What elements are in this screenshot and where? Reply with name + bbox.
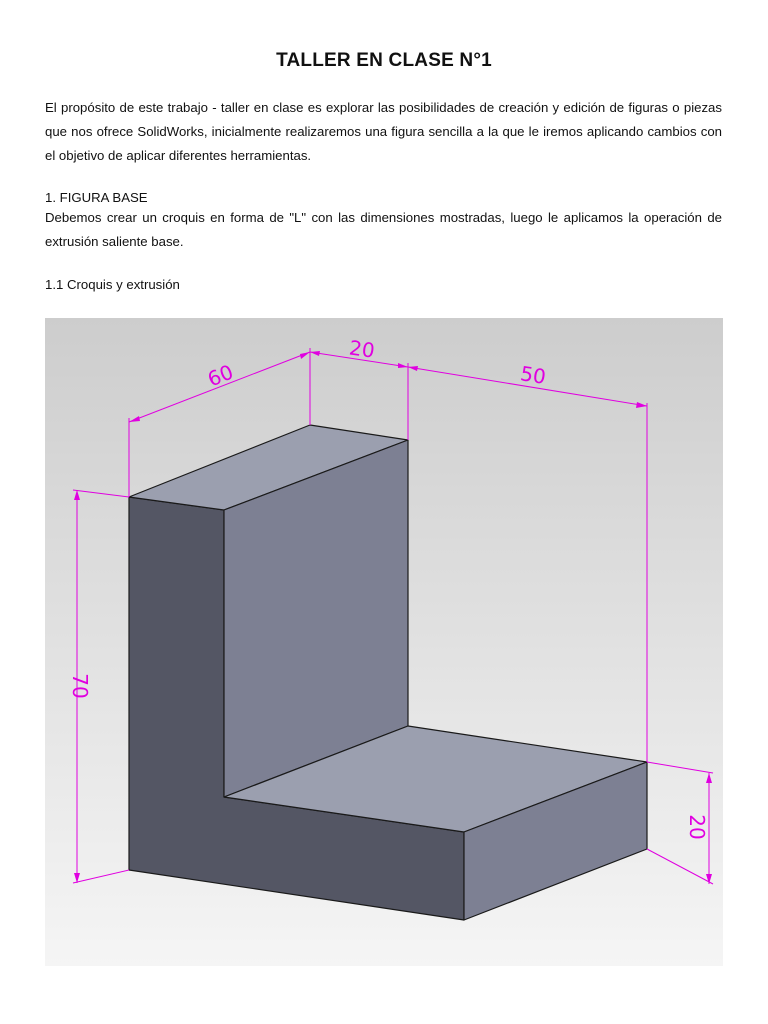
- dim-label-base-length: 50: [518, 361, 548, 389]
- dim-label-height: 70: [68, 673, 92, 699]
- page-title: TALLER EN CLASE N°1: [276, 50, 492, 71]
- dim-label-depth: 60: [204, 359, 237, 392]
- subsection-heading-croquis: 1.1 Croquis y extrusión: [45, 277, 180, 292]
- section-paragraph-figura-base: Debemos crear un croquis en forma de "L" con las dimensiones mostradas, luego le aplicamos la operación de extrusión saliente base.: [45, 210, 722, 249]
- l-shape-3d-figure: [45, 318, 723, 966]
- dim-label-base-height: 20: [685, 814, 709, 840]
- intro-paragraph: El propósito de este trabajo - taller en clase es explorar las posibilidades de creación y edición de figuras o piezas que nos ofrece SolidWorks, inicialmente realizaremos una figura sencilla a la que le iremos aplicando cambios con el objetivo de aplicar diferentes herramientas.: [45, 100, 722, 163]
- dim-label-top-width: 20: [347, 335, 377, 363]
- section-heading-figura-base: 1. FIGURA BASE: [45, 190, 148, 205]
